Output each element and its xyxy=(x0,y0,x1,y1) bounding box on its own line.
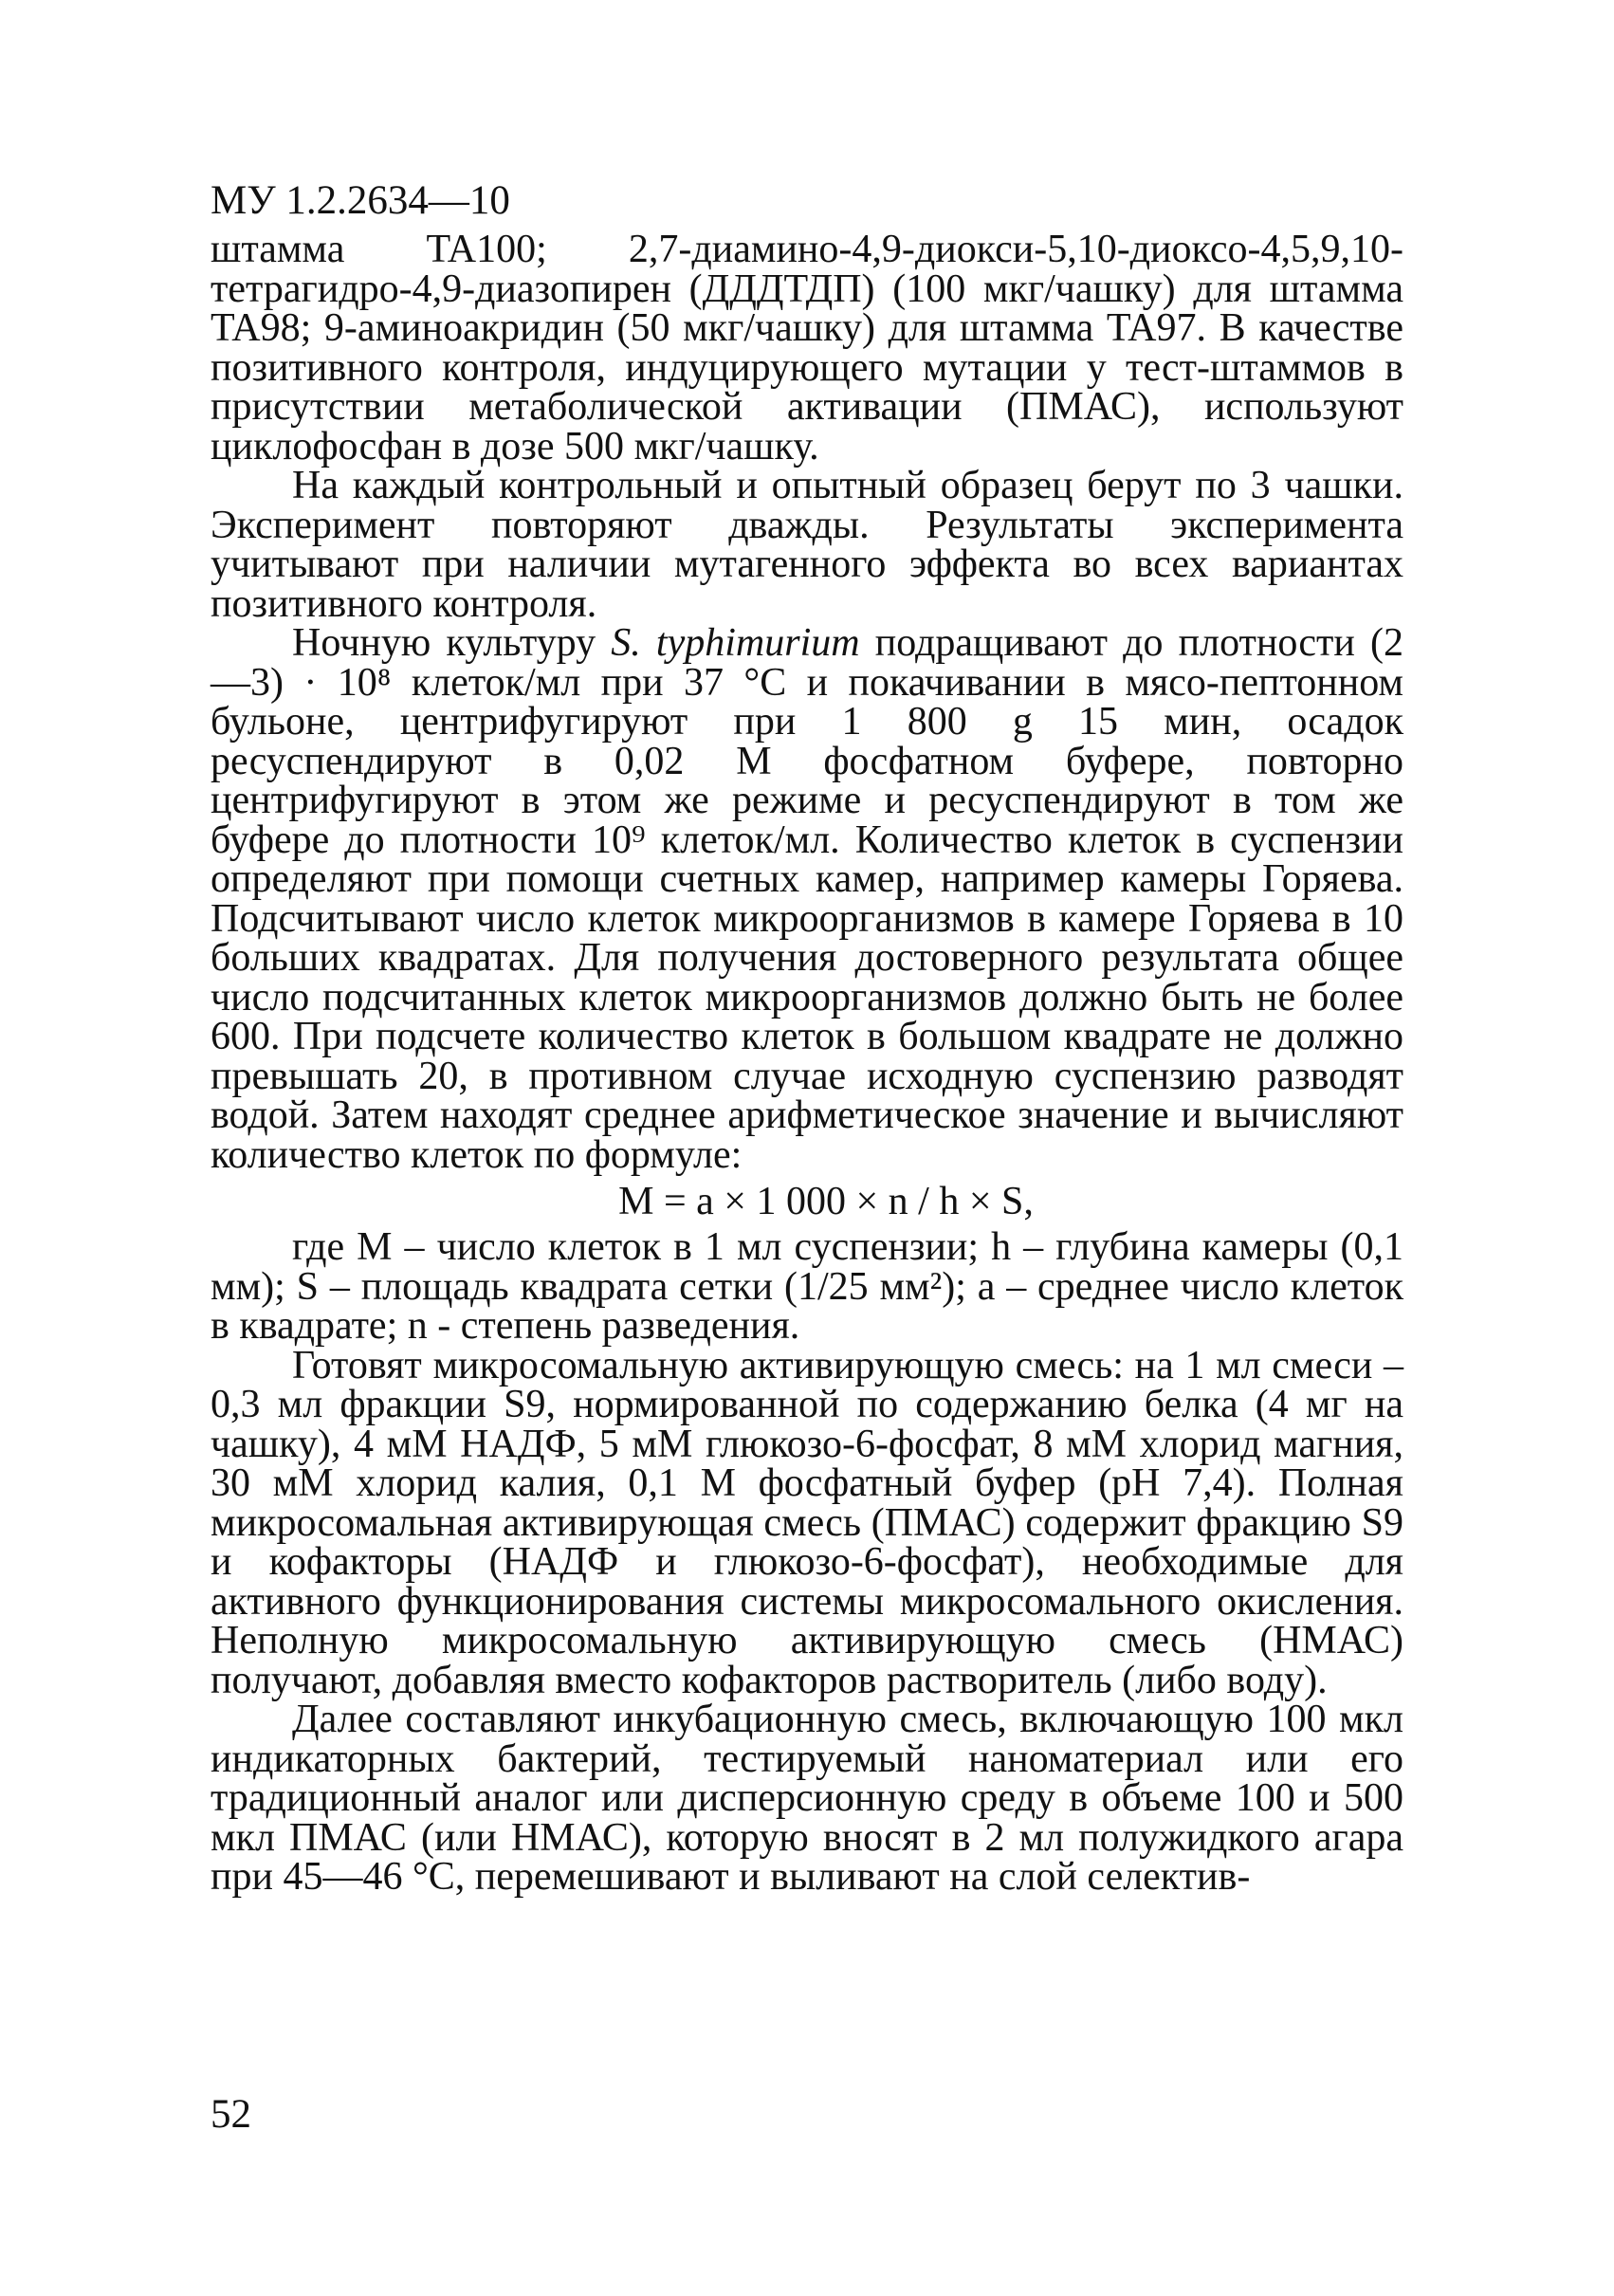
paragraph-incubation-mixture: Далее составляют инкубационную смесь, включающую 100 мкл индикаторных бактерий, тестируемый наноматериал или его традиционный аналог или дисперсионную среду в объеме 100 и 500 мкл ПМАС (или НМАС), которую вносят в 2 мл полужидкого агара при 45—46 °С, перемешивают и выливают на слой селектив- xyxy=(211,1698,1403,1899)
cell-count-formula: M = a × 1 000 × n / h × S, xyxy=(618,1180,1034,1223)
paragraph-activation-mixture: Готовят микросомальную активирующую смесь: на 1 мл смеси – 0,3 мл фракции S9, нормированной по содержанию белка (4 мг на чашку), 4 мМ НАДФ, 5 мМ глюкозо-6-фосфат, 8 мМ хлорид магния, 30 мМ хлорид калия, 0,1 М фосфатный буфер (pH 7,4). Полная микросомальная активирующая смесь (ПМАС) содержит фракцию S9 и кофакторы (НАДФ и глюкозо-6-фосфат), необходимые для активного функционирования системы микросомального окисления. Неполную микросомальную активирующую смесь (НМАС) получают, добавляя вместо кофакторов растворитель (либо воду). xyxy=(211,1343,1403,1702)
species-name: S. typhimurium xyxy=(611,621,860,665)
paragraph-culture-lead: Ночную культуру xyxy=(292,621,612,665)
document-code: МУ 1.2.2634—10 xyxy=(211,178,510,223)
paragraph-positive-controls: штамма TA100; 2,7-диамино-4,9-диокси-5,10-диоксо-4,5,9,10-тетрагидро-4,9-диазопирен (ДДДТДП) (100 мкг/чашку) для штамма TA98; 9-аминоакридин (50 мкг/чашку) для штамма TA97. В качестве позитивного контроля, индуцирующего мутации у тест-штаммов в присутствии метаболической активации (ПМАС), используют циклофосфан в дозе 500 мкг/чашку. xyxy=(211,228,1403,468)
paragraph-culture-body: подращивают до плотности (2—3) · 10⁸ клеток/мл при 37 °С и покачивании в мясо-пептонном бульоне, центрифугируют при 1 800 g 15 мин, осадок ресуспендируют в 0,02 М фосфатном буфере, повторно центрифугируют в этом же режиме и ресуспендируют в том же буфере до плотности 10⁹ клеток/мл. Количество клеток в суспензии определяют при помощи счетных камер, например камеры Горяева. Подсчитывают число клеток микроорганизмов в камере Горяева в 10 больших квадратах. Для получения достоверного результата общее число подсчитанных клеток микроорганизмов должно быть не более 600. При подсчете количество клеток в большом квадрате не должно превышать 20, в противном случае исходную суспензию разводят водой. Затем находят среднее арифметическое значение и вычисляют количество клеток по формуле: xyxy=(211,621,1404,1177)
paragraph-culture-preparation xyxy=(211,621,1404,1177)
document-page xyxy=(211,175,1403,1898)
page-number: 52 xyxy=(211,2092,251,2137)
paragraph-formula-legend: где М – число клеток в 1 мл суспензии; h – глубина камеры (0,1 мм); S – площадь квадрата сетки (1/25 мм²); a – среднее число клеток в квадрате; n - степень разведения. xyxy=(211,1225,1403,1348)
paragraph-replicates: На каждый контрольный и опытный образец берут по 3 чашки. Эксперимент повторяют дважды. Результаты эксперимента учитывают при наличии мутагенного эффекта во всех вариантах позитивного контроля. xyxy=(211,464,1403,626)
